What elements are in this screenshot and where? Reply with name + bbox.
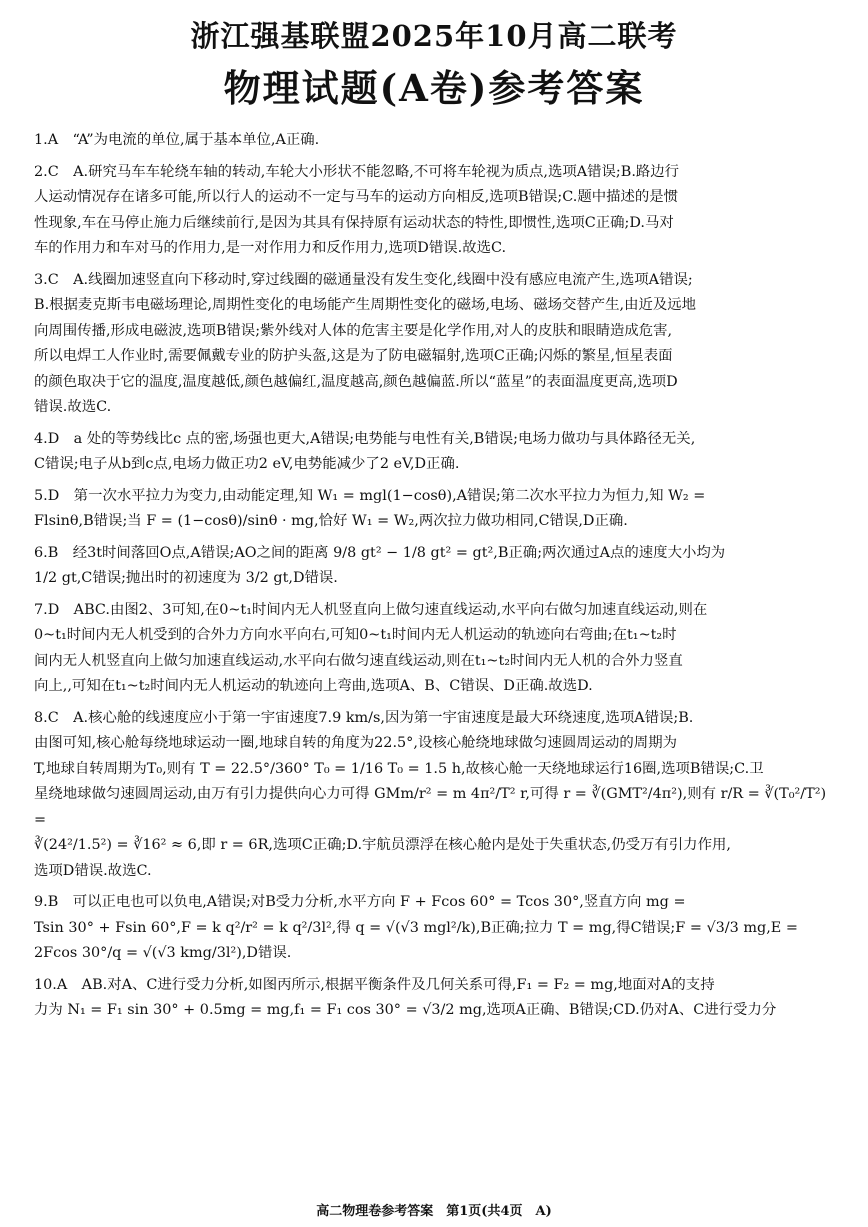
answer-item [34,484,834,535]
answer-item [34,128,834,154]
answer-line [34,484,834,510]
answer-line [34,344,834,370]
answer-number: 8.C [34,709,59,726]
answer-line [34,566,834,592]
answer-line [34,268,834,294]
answer-line [34,319,834,345]
answer-line [34,211,834,237]
answer-text: A.研究马车车轮绕车轴的转动,车轮大小形状不能忽略,不可将车轮视为质点,选项A错误;B.路边行 [73,163,680,180]
answer-number: 3.C [34,271,59,288]
answer-line [34,623,834,649]
answer-number: 2.C [34,163,59,180]
answer-text: 的颜色取决于它的温度,温度越低,颜色越偏红,温度越高,颜色越偏蓝.所以“蓝星”的表面温度更高,选项D [34,373,678,390]
answer-text: 星绕地球做匀速圆周运动,由万有引力提供向心力可得 GMm/r² = m 4π²/T² r,可得 r = ∛(GMT²/4π²),则有 r/R = ∛(T₀²/T²) = [34,786,827,828]
answer-text: 2Fcos 30°/q = √(√3 kmg/3l²),D错误. [34,945,292,961]
answer-number: 10.A [34,976,68,993]
answer-line [34,890,834,916]
answer-item [34,890,834,967]
answer-line [34,427,834,453]
page-footer: 高二物理卷参考答案 第1页(共4页 A) [316,1204,552,1219]
answer-number: 7.D [34,601,60,618]
answer-line [34,973,834,999]
answer-line [34,782,834,833]
answer-text: Tsin 30° + Fsin 60°,F = k q²/r² = k q²/3l²,得 q = √(√3 mgl²/k),B正确;拉力 T = mg,得C错误;F = √3/3 mg,E = [34,919,798,936]
answer-text: 第一次水平拉力为变力,由动能定理,知 W₁ = mgl(1−cosθ),A错误;第二次水平拉力为恒力,知 W₂ = [73,487,706,504]
answer-text: 人运动情况存在诸多可能,所以行人的运动不一定与马车的运动方向相反,选项B错误;C.题中描述的是惯 [34,189,679,205]
answer-item [34,541,834,592]
answer-line [34,128,834,154]
answer-text: T,地球自转周期为T₀,则有 T = 22.5°/360° T₀ = 1/16 T₀ = 1.5 h,故核心舱一天绕地球运行16圈,选项B错误;C.卫 [34,760,764,777]
answer-item [34,706,834,885]
answer-line [34,916,834,942]
answer-item [34,427,834,478]
answer-line [34,236,834,262]
answer-text: 所以电焊工人作业时,需要佩戴专业的防护头盔,这是为了防电磁辐射,选项C正确;闪烁的繁星,恒星表面 [34,348,673,364]
answer-text: ∛(24²/1.5²) = ∛16² ≈ 6,即 r = 6R,选项C正确;D.宇航员漂浮在核心舱内是处于失重状态,仍受万有引力作用, [34,837,731,853]
answer-line [34,598,834,624]
answer-text: 0~t₁时间内无人机受到的合外力方向水平向右,可知0~t₁时间内无人机运动的轨迹向右弯曲;在t₁~t₂时 [34,627,677,643]
answer-number: 4.D [34,430,60,447]
answer-key-title: 物理试题(A卷)参考答案 [223,66,645,110]
answer-number: 5.D [34,487,60,504]
answer-line [34,674,834,700]
answer-text: 车的作用力和车对马的作用力,是一对作用力和反作用力,选项D错误.故选C. [34,240,507,256]
answer-item [34,973,834,1024]
answer-line [34,833,834,859]
answer-number: 9.B [34,894,59,910]
answer-line [34,370,834,396]
answer-text: 向上,,可知在t₁~t₂时间内无人机运动的轨迹向上弯曲,选项A、B、C错误、D正确.故选D. [34,678,593,694]
answer-text: 由图可知,核心舱每绕地球运动一圈,地球自转的角度为22.5°,设核心舱绕地球做匀速圆周运动的周期为 [34,735,677,751]
answer-text: 性现象,车在马停止施力后继续前行,是因为其具有保持原有运动状态的特性,即惯性,选项C正确;D.马对 [34,214,674,231]
answer-line [34,859,834,885]
answer-line [34,395,834,421]
answer-line [34,757,834,783]
answer-list [34,128,834,1030]
answer-line [34,509,834,535]
answer-text: 力为 N₁ = F₁ sin 30° + 0.5mg = mg,f₁ = F₁ cos 30° = √3/2 mg,选项A正确、B错误;CD.仍对A、C进行受力分 [34,1002,777,1018]
answer-line [34,649,834,675]
answer-text: AB.对A、C进行受力分析,如图丙所示,根据平衡条件及几何关系可得,F₁ = F₂ = mg,地面对A的支持 [81,976,715,993]
answer-text: 1/2 gt,C错误;抛出时的初速度为 3/2 gt,D错误. [34,570,338,586]
answer-line [34,185,834,211]
answer-text: 错误.故选C. [34,399,112,415]
answer-text: C错误;电子从b到c点,电场力做正功2 eV,电势能减少了2 eV,D正确. [34,456,460,472]
answer-line [34,706,834,732]
answer-text: ABC.由图2、3可知,在0~t₁时间内无人机竖直向上做匀速直线运动,水平向右做匀加速直线运动,则在 [73,601,708,618]
exam-title: 浙江强基联盟2025年10月高二联考 [190,19,678,53]
answer-text: a 处的等势线比c 点的密,场强也更大,A错误;电势能与电性有关,B错误;电场力做功与具体路径无关, [73,430,696,447]
answer-text: 间内无人机竖直向上做匀加速直线运动,水平向右做匀速直线运动,则在t₁~t₂时间内无人机的合外力竖直 [34,652,683,669]
answer-line [34,731,834,757]
answer-number: 6.B [34,544,59,561]
answer-line [34,293,834,319]
answer-text: B.根据麦克斯韦电磁场理论,周期性变化的电场能产生周期性变化的磁场,电场、磁场交替产生,由近及远地 [34,297,697,313]
answer-text: 可以正电也可以负电,A错误;对B受力分析,水平方向 F + Fcos 60° = Tcos 30°,竖直方向 mg = [72,894,686,910]
answer-line [34,452,834,478]
answer-text: Flsinθ,B错误;当 F = (1−cosθ)/sinθ · mg,恰好 W₁ = W₂,两次拉力做功相同,C错误,D正确. [34,513,628,529]
answer-item [34,160,834,262]
answer-item [34,268,834,421]
answer-number: 1.A [34,132,59,148]
answer-text: 经3t时间落回O点,A错误;AO之间的距离 9/8 gt² − 1/8 gt² = gt²,B正确;两次通过A点的速度大小均为 [72,544,726,561]
answer-line [34,941,834,967]
answer-item [34,598,834,700]
answer-line [34,541,834,567]
answer-text: 向周围传播,形成电磁波,选项B错误;紫外线对人体的危害主要是化学作用,对人的皮肤和眼睛造成危害, [34,322,673,339]
answer-line [34,160,834,186]
answer-text: 选项D错误.故选C. [34,862,152,879]
answer-text: A.线圈加速竖直向下移动时,穿过线圈的磁通量没有发生变化,线圈中没有感应电流产生,选项A错误; [73,271,693,288]
answer-text: A.核心舱的线速度应小于第一宇宙速度7.9 km/s,因为第一宇宙速度是最大环绕速度,选项A错误;B. [73,709,694,726]
answer-text: “A”为电流的单位,属于基本单位,A正确. [72,132,320,148]
answer-line [34,998,834,1024]
